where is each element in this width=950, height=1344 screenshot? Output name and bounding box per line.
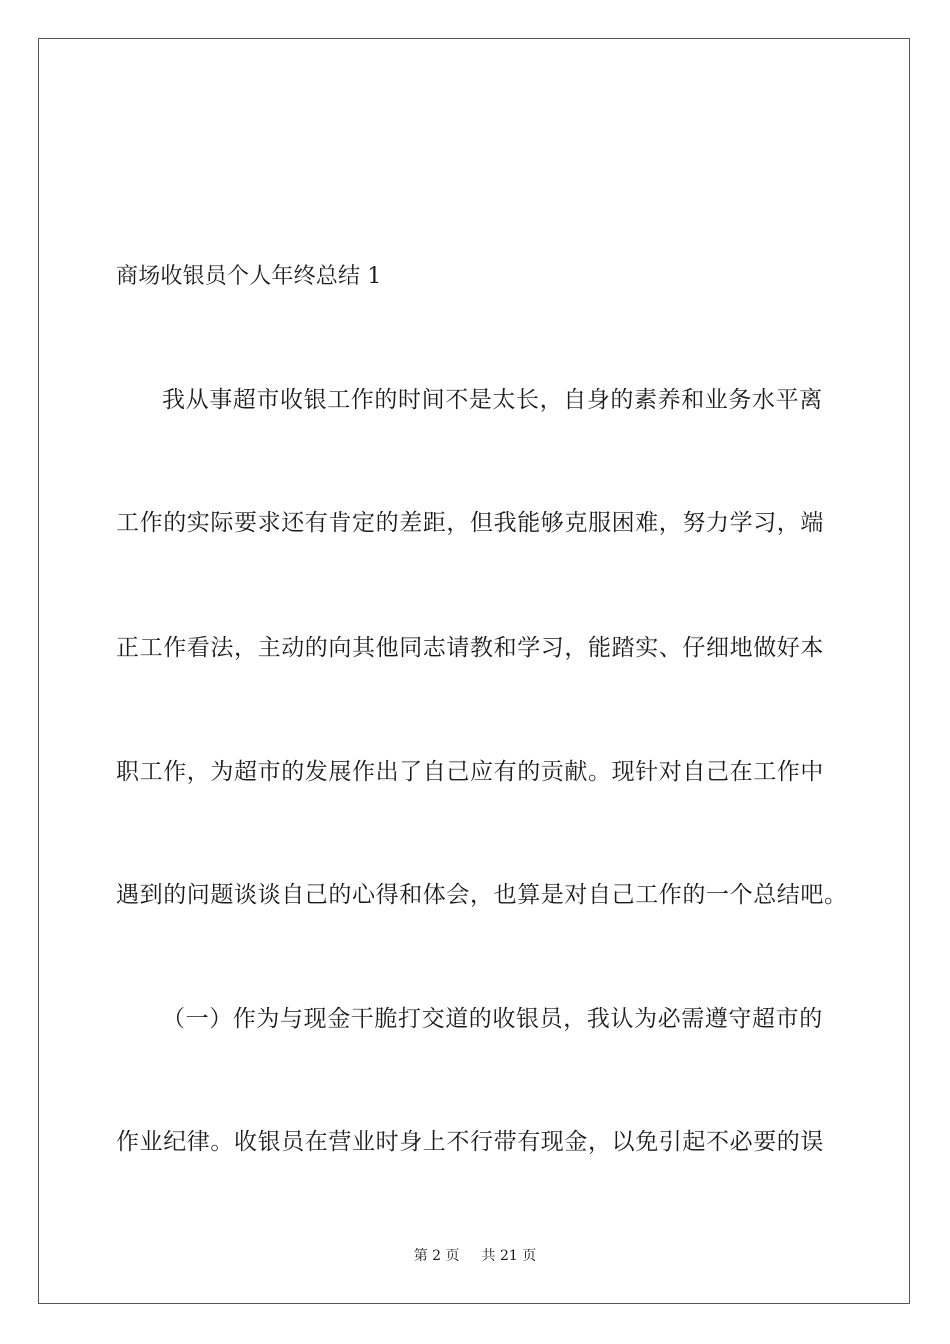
page-border bbox=[38, 38, 910, 1304]
document-title: 商场收银员个人年终总结 1 bbox=[116, 264, 382, 289]
paragraph-line: （一）作为与现金干脆打交道的收银员，我认为必需遵守超市的 bbox=[162, 1006, 823, 1032]
page-number: 第 2 页 bbox=[413, 1248, 460, 1264]
paragraph-line: 我从事超市收银工作的时间不是太长，自身的素养和业务水平离 bbox=[162, 387, 823, 413]
page-footer bbox=[0, 1246, 950, 1266]
paragraph-line: 正工作看法，主动的向其他同志请教和学习，能踏实、仔细地做好本 bbox=[116, 635, 824, 661]
paragraph-line: 职工作，为超市的发展作出了自己应有的贡献。现针对自己在工作中 bbox=[116, 759, 824, 785]
paragraph-line: 遇到的问题谈谈自己的心得和体会，也算是对自己工作的一个总结吧。 bbox=[116, 882, 848, 908]
paragraph-line: 工作的实际要求还有肯定的差距，但我能够克服困难，努力学习，端 bbox=[116, 510, 824, 536]
paragraph-line: 作业纪律。收银员在营业时身上不行带有现金，以免引起不必要的误 bbox=[116, 1129, 824, 1155]
page-total: 共 21 页 bbox=[481, 1248, 537, 1264]
